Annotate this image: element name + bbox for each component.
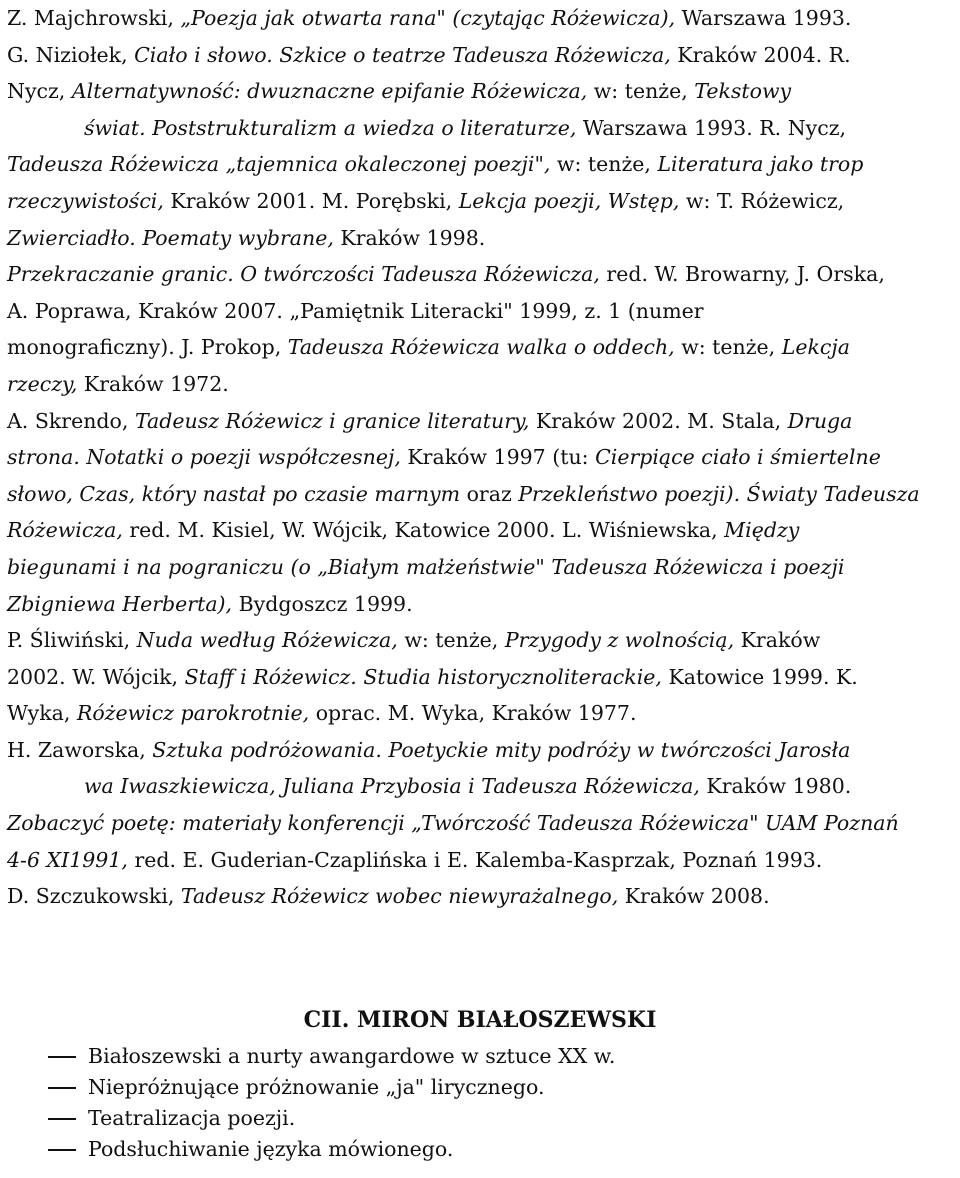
italic-title-text: „Poezja jak otwarta rana" (czytając Różewicza), — [180, 6, 676, 30]
bibliography-line — [7, 878, 953, 915]
italic-title-text: Lekcja poezji, Wstęp, — [458, 188, 680, 213]
plain-text: red. W. Browarny, J. Orska, — [599, 262, 885, 287]
italic-title-text: Tadeusza Różewicza „tajemnica okaleczonej poezji", — [7, 152, 551, 177]
italic-title-text: Zwierciadło. Poematy wybrane, — [7, 225, 334, 250]
plain-text: Kraków 1980. — [699, 774, 852, 799]
italic-title-text: 4-6 XI1991, — [7, 847, 128, 872]
bibliography-line — [7, 549, 953, 586]
italic-title-text: Cierpiące ciało i śmiertelne — [595, 445, 881, 470]
italic-title-text: Między — [724, 518, 800, 543]
topic-list — [48, 1041, 615, 1165]
bibliography-line — [7, 768, 953, 805]
plain-text: oprac. M. Wyka, Kraków 1977. — [309, 701, 637, 726]
plain-text: w: tenże, — [397, 628, 505, 653]
italic-title-text: Lekcja — [781, 335, 850, 360]
bibliography-block — [7, 0, 953, 915]
bibliography-line — [7, 805, 953, 842]
plain-text: Nycz, — [7, 79, 72, 104]
italic-title-text: Zobaczyć poetę: materiały konferencji „Twórczość Tadeusza Różewicza" UAM Poznań — [7, 811, 899, 836]
italic-title-text: Nuda według Różewicza, — [136, 628, 398, 653]
bibliography-line — [7, 403, 953, 440]
bibliography-line — [7, 659, 953, 696]
plain-text: w: tenże, — [550, 152, 658, 177]
plain-text: Z. Majchrowski, — [7, 6, 181, 30]
plain-text: Wyka, — [7, 701, 77, 726]
bibliography-line — [7, 37, 953, 74]
italic-title-text: Różewicza, — [7, 518, 123, 543]
plain-text: w: tenże, — [674, 335, 782, 360]
plain-text: Kraków — [734, 628, 821, 653]
bibliography-line — [7, 329, 953, 366]
italic-title-text: Przekleństwo poezji). Światy Tadeusza — [518, 481, 920, 506]
bibliography-line — [7, 439, 953, 476]
plain-text: G. Niziołek, — [7, 42, 135, 67]
plain-text: monograficzny). J. Prokop, — [7, 335, 288, 360]
section-heading: CII. MIRON BIAŁOSZEWSKI — [303, 1007, 657, 1033]
topic-text: Podsłuchiwanie języka mówionego. — [88, 1137, 454, 1161]
plain-text: oraz — [460, 481, 519, 506]
topic-text: Teatralizacja poezji. — [88, 1106, 296, 1130]
plain-text: A. Skrendo, — [7, 408, 135, 433]
topic-item — [48, 1041, 615, 1072]
italic-title-text: biegunami i na pograniczu (o „Białym małżeństwie" Tadeusza Różewicza i poezji — [7, 554, 845, 579]
bibliography-line — [7, 842, 953, 879]
bibliography-line — [7, 73, 953, 110]
italic-title-text: Tekstowy — [694, 79, 792, 104]
plain-text: red. E. Guderian-Czaplińska i E. Kalemba-Kasprzak, Poznań 1993. — [127, 847, 823, 872]
plain-text: Kraków 2008. — [618, 884, 770, 909]
bibliography-line — [7, 220, 953, 257]
italic-title-text: Alternatywność: dwuznaczne epifanie Różewicza, — [71, 79, 588, 104]
bibliography-line — [7, 0, 953, 37]
bibliography-line — [7, 732, 953, 769]
italic-title-text: Tadeusza Różewicza walka o oddech, — [287, 335, 675, 360]
italic-title-text: Ciało i słowo. Szkice o teatrze Tadeusza Różewicza, — [134, 42, 671, 67]
italic-title-text: strona. Notatki o poezji współczesnej, — [7, 445, 401, 470]
plain-text: 2002. W. Wójcik, — [7, 664, 185, 689]
topic-text: Niepróżnujące próżnowanie „ja" lirycznego. — [88, 1075, 545, 1099]
dash-bullet-icon — [48, 1056, 76, 1058]
italic-title-text: Zbigniewa Herberta), — [7, 591, 233, 616]
bibliography-line — [7, 695, 953, 732]
italic-title-text: Staff i Różewicz. Studia historycznoliterackie, — [184, 664, 662, 689]
plain-text: Katowice 1999. K. — [661, 664, 858, 689]
bibliography-line — [7, 293, 953, 330]
italic-title-text: rzeczywistości, — [7, 188, 164, 213]
italic-title-text: Przygody z wolnością, — [504, 628, 735, 653]
italic-title-text: Literatura jako trop — [657, 152, 864, 177]
italic-title-text: Tadeusz Różewicz i granice literatury, — [134, 408, 530, 433]
plain-text: w: tenże, — [587, 79, 695, 104]
bibliography-line — [7, 476, 953, 513]
bibliography-line — [7, 622, 953, 659]
topic-item — [48, 1072, 615, 1103]
dash-bullet-icon — [48, 1149, 76, 1151]
italic-title-text: Sztuka podróżowania. Poetyckie mity podróży w twórczości Jarosła — [152, 737, 851, 762]
plain-text: Warszawa 1993. R. Nycz, — [576, 115, 847, 140]
plain-text: H. Zaworska, — [7, 737, 153, 762]
plain-text: Kraków 1972. — [77, 371, 229, 396]
bibliography-line — [7, 183, 953, 220]
italic-title-text: słowo, Czas, który nastał po czasie marnym — [7, 481, 461, 506]
plain-text: P. Śliwiński, — [7, 628, 137, 653]
italic-title-text: Różewicz parokrotnie, — [76, 701, 310, 726]
bibliography-line — [7, 586, 953, 623]
topic-item — [48, 1103, 615, 1134]
topic-item — [48, 1134, 615, 1165]
italic-title-text: rzeczy, — [7, 371, 78, 396]
plain-text: Kraków 1998. — [333, 225, 486, 250]
italic-title-text: wa Iwaszkiewicza, Juliana Przybosia i Tadeusza Różewicza, — [84, 774, 700, 799]
dash-bullet-icon — [48, 1087, 76, 1089]
bibliography-line — [7, 256, 953, 293]
plain-text: red. M. Kisiel, W. Wójcik, Katowice 2000. L. Wiśniewska, — [122, 518, 725, 543]
plain-text: Warszawa 1993. — [675, 6, 852, 30]
topic-text: Białoszewski a nurty awangardowe w sztuce XX w. — [88, 1044, 616, 1068]
italic-title-text: Druga — [787, 408, 853, 433]
plain-text: Kraków 2004. R. — [670, 42, 851, 67]
plain-text: Bydgoszcz 1999. — [232, 591, 413, 616]
bibliography-line — [7, 366, 953, 403]
plain-text: w: T. Różewicz, — [679, 188, 845, 213]
bibliography-line — [7, 110, 953, 147]
italic-title-text: świat. Poststrukturalizm a wiedza o literaturze, — [84, 115, 577, 140]
italic-title-text: Tadeusz Różewicz wobec niewyrażalnego, — [180, 884, 619, 909]
plain-text: D. Szczukowski, — [7, 884, 181, 909]
plain-text: Kraków 1997 (tu: — [400, 445, 596, 470]
bibliography-line — [7, 146, 953, 183]
bibliography-line — [7, 512, 953, 549]
plain-text: A. Poprawa, Kraków 2007. „Pamiętnik Literacki" 1999, z. 1 (numer — [7, 298, 704, 323]
italic-title-text: Przekraczanie granic. O twórczości Tadeusza Różewicza, — [7, 262, 600, 287]
plain-text: Kraków 2001. M. Porębski, — [163, 188, 459, 213]
dash-bullet-icon — [48, 1118, 76, 1120]
plain-text: Kraków 2002. M. Stala, — [529, 408, 788, 433]
